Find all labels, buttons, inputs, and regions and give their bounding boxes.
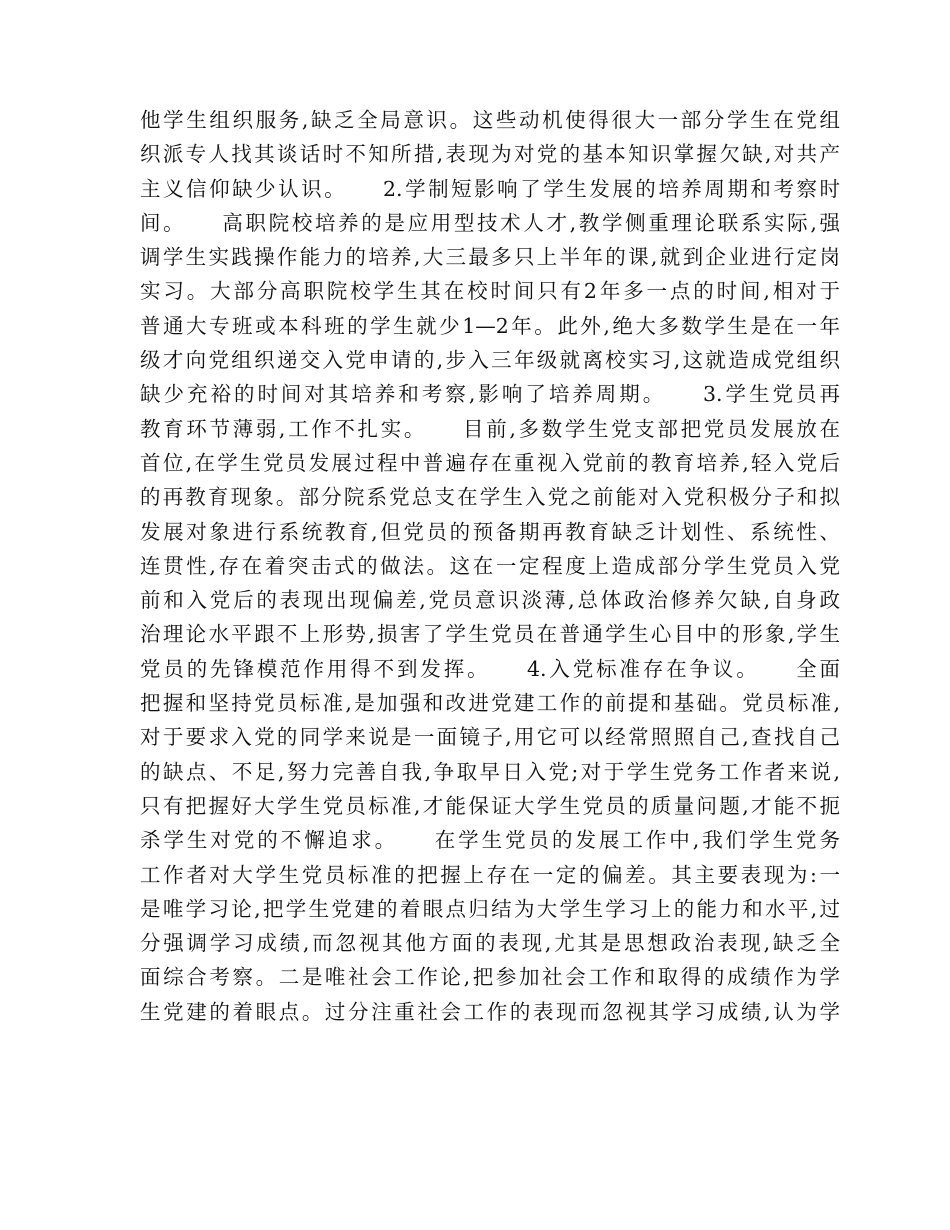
text-line: 面综合考察。二是唯社会工作论,把参加社会工作和取得的成绩作为学 xyxy=(140,965,840,990)
text-line: 他学生组织服务,缺乏全局意识。这些动机使得很大一部分学生在党组 xyxy=(140,108,840,132)
text-line: 的再教育现象。部分院系党总支在学生入党之前能对入党积极分子和拟 xyxy=(140,485,840,510)
text-line: 只有把握好大学生党员标准,才能保证大学生党员的质量问题,才能不扼 xyxy=(140,793,840,818)
text-line: 党员的先锋模范作用得不到发挥。 4.入党标准存在争议。 全面 xyxy=(140,656,840,681)
text-line: 把握和坚持党员标准,是加强和改进党建工作的前提和基础。党员标准, xyxy=(140,691,840,716)
text-line: 织派专人找其谈话时不知所措,表现为对党的基本知识掌握欠缺,对共产 xyxy=(140,142,840,167)
body-text xyxy=(140,103,840,1029)
text-line: 对于要求入党的同学来说是一面镜子,用它可以经常照照自己,查找自己 xyxy=(140,725,840,750)
text-line: 前和入党后的表现出现偏差,党员意识淡薄,总体政治修养欠缺,自身政 xyxy=(140,588,840,613)
text-line: 连贯性,存在着突击式的做法。这在一定程度上造成部分学生党员入党 xyxy=(140,553,840,578)
text-line: 发展对象进行系统教育,但党员的预备期再教育缺乏计划性、系统性、 xyxy=(140,519,840,544)
text-line: 主义信仰缺少认识。 2.学制短影响了学生发展的培养周期和考察时 xyxy=(140,176,840,201)
text-line: 分强调学习成绩,而忽视其他方面的表现,尤其是思想政治表现,缺乏全 xyxy=(140,931,840,956)
text-line: 缺少充裕的时间对其培养和考察,影响了培养周期。 3.学生党员再 xyxy=(140,382,840,407)
text-line: 杀学生对党的不懈追求。 在学生党员的发展工作中,我们学生党务 xyxy=(140,828,840,853)
text-line: 生党建的着眼点。过分注重社会工作的表现而忽视其学习成绩,认为学 xyxy=(140,999,840,1024)
text-line: 治理论水平跟不上形势,损害了学生党员在普通学生心目中的形象,学生 xyxy=(140,622,840,647)
text-line: 级才向党组织递交入党申请的,步入三年级就离校实习,这就造成党组织 xyxy=(140,348,840,373)
text-line: 普通大专班或本科班的学生就少1—2年。此外,绝大多数学生是在一年 xyxy=(140,313,840,338)
text-line: 的缺点、不足,努力完善自我,争取早日入党;对于学生党务工作者来说, xyxy=(140,759,840,784)
text-line: 实习。大部分高职院校学生其在校时间只有2年多一点的时间,相对于 xyxy=(140,279,840,304)
text-line: 间。 高职院校培养的是应用型技术人才,教学侧重理论联系实际,强 xyxy=(140,210,840,235)
text-line: 教育环节薄弱,工作不扎实。 目前,多数学生党支部把党员发展放在 xyxy=(140,416,840,441)
text-line: 调学生实践操作能力的培养,大三最多只上半年的课,就到企业进行定岗 xyxy=(140,245,840,270)
text-line: 是唯学习论,把学生党建的着眼点归结为大学生学习上的能力和水平,过 xyxy=(140,896,840,921)
text-line: 工作者对大学生党员标准的把握上存在一定的偏差。其主要表现为:一 xyxy=(140,862,840,887)
text-line: 首位,在学生党员发展过程中普遍存在重视入党前的教育培养,轻入党后 xyxy=(140,450,840,475)
